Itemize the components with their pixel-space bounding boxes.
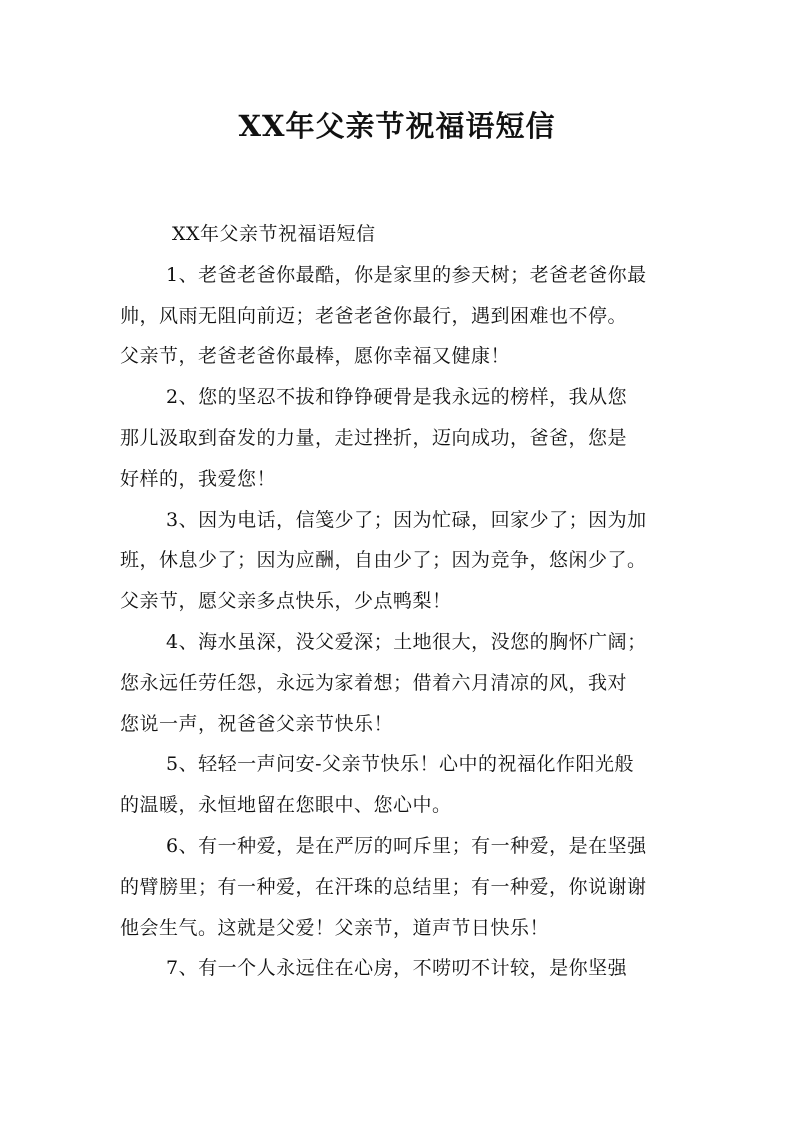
body-line: 5、轻轻一声问安-父亲节快乐！心中的祝福化作阳光般 xyxy=(166,753,635,776)
body-line: 2、您的坚忍不拔和铮铮硬骨是我永远的榜样，我从您 xyxy=(166,386,628,409)
body-line: 班，休息少了；因为应酬，自由少了；因为竞争，悠闲少了。 xyxy=(120,549,647,572)
body-line: 帅，风雨无阻向前迈；老爸老爸你最行，遇到困难也不停。 xyxy=(120,304,628,327)
body-line: 父亲节，老爸老爸你最棒，愿你幸福又健康！ xyxy=(120,345,511,368)
body-line: 3、因为电话，信笺少了；因为忙碌，回家少了；因为加 xyxy=(166,508,647,531)
body-line: 的温暖，永恒地留在您眼中、您心中。 xyxy=(120,794,452,817)
document-title: XX年父亲节祝福语短信 xyxy=(238,109,556,143)
document-body xyxy=(120,214,680,989)
body-line: 6、有一种爱，是在严厉的呵斥里；有一种爱，是在坚强 xyxy=(166,834,647,857)
body-line: 4、海水虽深，没父爱深；土地很大，没您的胸怀广阔； xyxy=(166,630,647,653)
body-line: 父亲节，愿父亲多点快乐，少点鸭梨！ xyxy=(120,590,452,613)
body-line: 您永远任劳任怨，永远为家着想；借着六月清凉的风，我对 xyxy=(120,671,628,694)
body-line: 7、有一个人永远住在心房，不唠叨不计较，是你坚强 xyxy=(166,957,628,980)
body-line: 的臂膀里；有一种爱，在汗珠的总结里；有一种爱，你说谢谢 xyxy=(120,875,647,898)
body-line: 那儿汲取到奋发的力量，走过挫折，迈向成功，爸爸，您是 xyxy=(120,426,628,449)
body-line: 您说一声，祝爸爸父亲节快乐！ xyxy=(120,712,394,735)
body-line: 好样的，我爱您！ xyxy=(120,467,277,490)
body-line: 他会生气。这就是父爱！父亲节，道声节日快乐！ xyxy=(120,916,550,939)
body-line: 1、老爸老爸你最酷，你是家里的参天树；老爸老爸你最 xyxy=(166,263,647,286)
body-line: XX年父亲节祝福语短信 xyxy=(172,223,376,245)
